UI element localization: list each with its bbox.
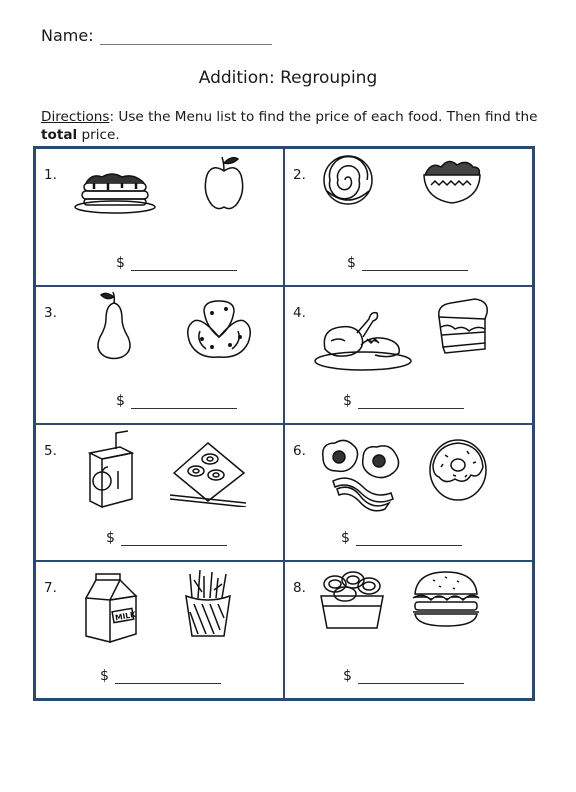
answer-blank[interactable] <box>341 530 462 546</box>
page-title: Addition: Regrouping <box>198 68 378 88</box>
answer-blank[interactable] <box>100 668 221 684</box>
dollar-sign: $ <box>116 392 125 409</box>
salad-bowl-icon <box>421 157 483 207</box>
problem-grid <box>33 146 535 701</box>
milk-carton-icon <box>82 570 140 644</box>
roast-chicken-icon <box>311 305 415 373</box>
problem-number: 5. <box>44 442 57 459</box>
answer-line[interactable] <box>131 397 237 409</box>
answer-blank[interactable] <box>116 255 237 271</box>
answer-blank[interactable] <box>116 393 237 409</box>
answer-blank[interactable] <box>347 255 468 271</box>
answer-blank[interactable] <box>343 393 464 409</box>
problem-cell-3 <box>35 286 284 424</box>
problem-number: 8. <box>293 580 306 597</box>
eggs-bacon-icon <box>319 437 405 513</box>
burger-icon <box>409 568 483 630</box>
name-label: Name: <box>41 26 94 45</box>
problem-cell-6 <box>284 424 533 562</box>
answer-line[interactable] <box>358 672 464 684</box>
pear-icon <box>92 289 136 361</box>
dollar-sign: $ <box>106 530 115 547</box>
problem-number: 7. <box>44 580 57 597</box>
name-input-line[interactable] <box>100 30 272 45</box>
directions-text-1: : Use the Menu list to find the price of each food. Then find the <box>109 109 538 125</box>
milk-label: MILK <box>114 610 137 623</box>
cinnamon-roll-icon <box>321 153 375 211</box>
problem-number: 3. <box>44 304 57 321</box>
directions-lead: Directions <box>41 109 110 125</box>
answer-line[interactable] <box>358 397 464 409</box>
apple-icon <box>202 153 246 213</box>
answer-line[interactable] <box>362 259 468 271</box>
problem-number: 1. <box>44 167 57 183</box>
problem-number: 6. <box>293 442 306 459</box>
pancakes-icon <box>72 171 158 215</box>
answer-line[interactable] <box>121 534 227 546</box>
dollar-sign: $ <box>341 530 350 547</box>
onion-rings-icon <box>319 570 385 634</box>
fries-icon <box>182 568 234 640</box>
name-row <box>41 26 272 45</box>
answer-blank[interactable] <box>343 668 464 684</box>
donut-icon <box>427 437 489 503</box>
problem-cell-1 <box>35 148 284 286</box>
answer-blank[interactable] <box>106 530 227 546</box>
problem-cell-8 <box>284 561 533 699</box>
problem-cell-7 <box>35 561 284 699</box>
juice-box-icon <box>82 429 136 509</box>
dollar-sign: $ <box>116 254 125 271</box>
sandwich-icon <box>433 297 493 359</box>
directions-bold: total <box>41 127 78 143</box>
dollar-sign: $ <box>343 668 352 684</box>
answer-line[interactable] <box>115 672 221 684</box>
sushi-icon <box>166 437 250 507</box>
directions <box>41 108 541 144</box>
dollar-sign: $ <box>343 392 352 409</box>
problem-number: 2. <box>293 167 306 183</box>
dollar-sign: $ <box>347 254 356 271</box>
answer-line[interactable] <box>131 259 237 271</box>
pretzel-icon <box>182 297 256 363</box>
problem-cell-2 <box>284 148 533 286</box>
directions-text-2: price. <box>77 127 120 143</box>
problem-cell-4 <box>284 286 533 424</box>
answer-line[interactable] <box>356 534 462 546</box>
problem-number: 4. <box>293 304 306 321</box>
problem-cell-5 <box>35 424 284 562</box>
dollar-sign: $ <box>100 668 109 684</box>
